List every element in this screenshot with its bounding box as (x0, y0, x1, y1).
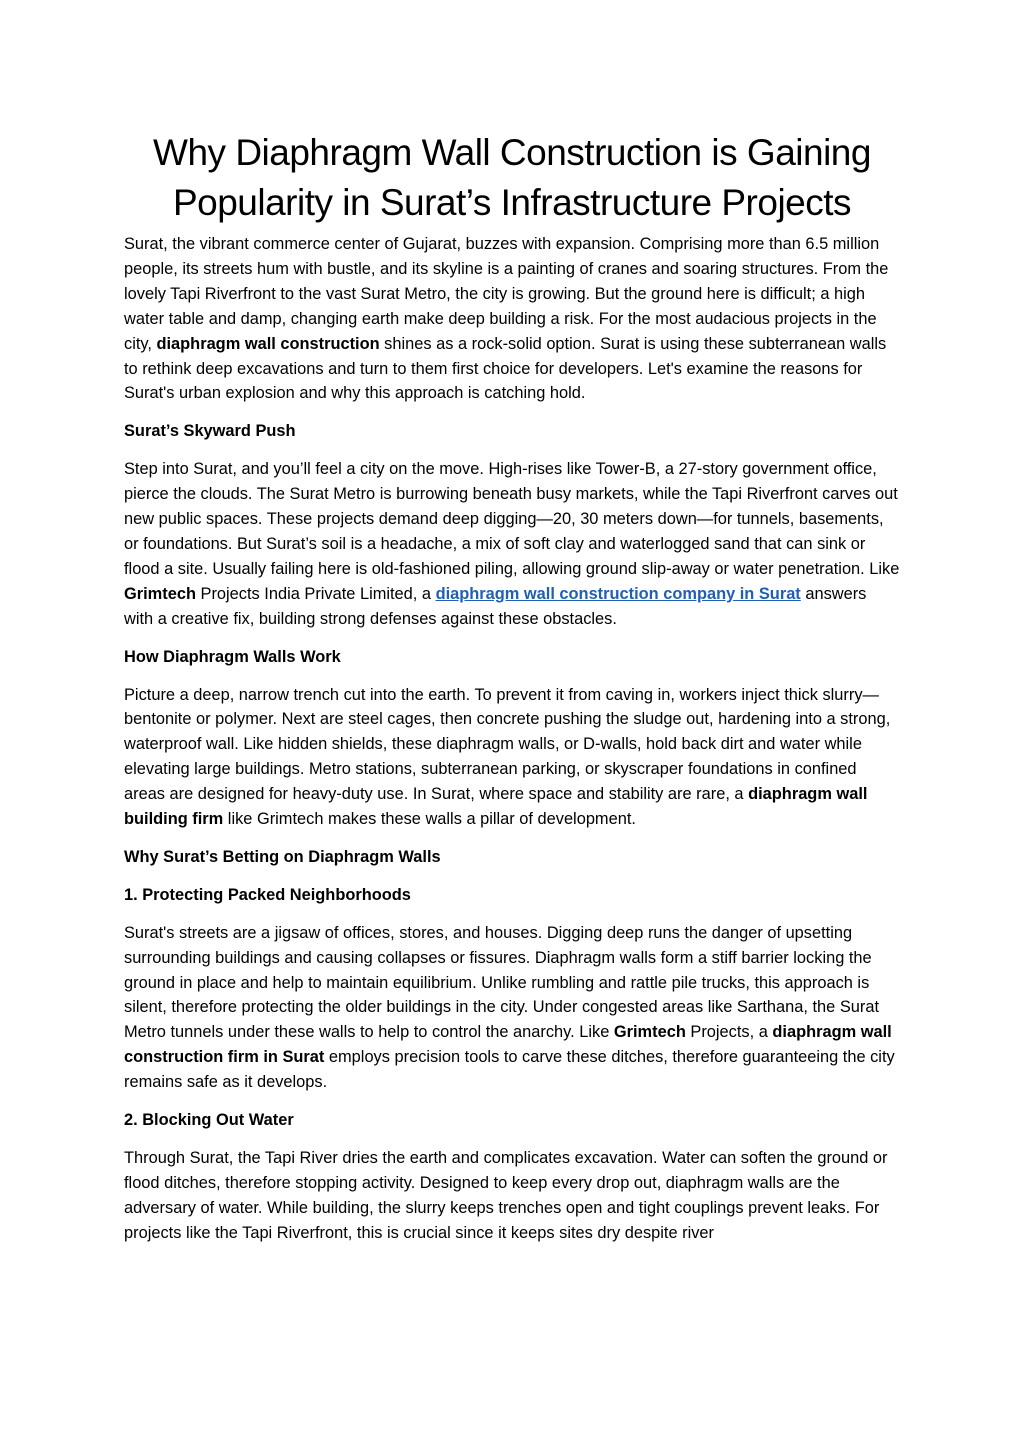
intro-text-2: shines as a rock-solid option. Surat is using these subterranean walls to rethink deep excavations and turn to them first choice for developers. Let's examine the reasons for Surat's urban explosion and why this approach is catching hold. (124, 334, 887, 403)
protecting-paragraph (124, 921, 900, 1095)
intro-paragraph (124, 232, 900, 406)
skyward-bold-1: Grimtech (124, 584, 196, 603)
title-line-1: Why Diaphragm Wall Construction is Gaining (153, 132, 871, 173)
document-page (124, 128, 900, 1259)
how-paragraph (124, 683, 900, 832)
company-link[interactable]: diaphragm wall construction company in Surat (435, 584, 801, 603)
title-line-2: Popularity in Surat’s Infrastructure Projects (172, 182, 852, 223)
water-text-1: Through Surat, the Tapi River dries the earth and complicates excavation. Water can soften the ground or flood ditches, therefore stopping activity. Designed to keep every drop out, diaphragm walls are the adversary of water. While building, the slurry keeps trenches open and tight couplings prevent leaks. For projects like the Tapi Riverfront, this is crucial since it keeps sites dry despite river (124, 1149, 888, 1242)
intro-text-1: Surat, the vibrant commerce center of Gujarat, buzzes with expansion. Comprising more than 6.5 million people, its streets hum with bustle, and its skyline is a painting of cranes and soaring structures. From the lovely Tapi Riverfront to the vast Surat Metro, the city is growing. But the ground here is difficult; a high water table and damp, changing earth make deep building a risk. For the most audacious projects in the city, (124, 235, 889, 353)
protecting-bold-1: Grimtech (613, 1023, 686, 1042)
section-heading-protecting: 1. Protecting Packed Neighborhoods (124, 885, 411, 904)
skyward-text-3: answers with a creative fix, building strong defenses against these obstacles. (124, 584, 867, 628)
how-bold-1: diaphragm wall building firm (124, 785, 868, 829)
skyward-text-1: Step into Surat, and you’ll feel a city on the move. High-rises like Tower-B, a 27-story government office, pierce the clouds. The Surat Metro is burrowing beneath busy markets, while the Tapi Riverfront carves out new public spaces. These projects demand deep digging—20, 30 meters down—for tunnels, basements, or foundations. But Surat’s soil is a headache, a mix of soft clay and waterlogged sand that can sink or flood a site. Usually failing here is old-fashioned piling, allowing ground slip-away or water penetration. Like (124, 460, 900, 578)
section-heading-skyward: Surat’s Skyward Push (124, 422, 296, 441)
protecting-text-2: Projects, a (685, 1023, 773, 1042)
section-heading-how: How Diaphragm Walls Work (124, 647, 341, 666)
protecting-text-1: Surat's streets are a jigsaw of offices, stores, and houses. Digging deep runs the danger of upsetting surrounding buildings and causing collapses or fissures. Diaphragm walls form a stiff barrier locking the ground in place and help to maintain equilibrium. Unlike rumbling and rattle pile trucks, this approach is silent, therefore protecting the older buildings in the city. Under congested areas like Sarthana, the Surat Metro tunnels under these walls to help to control the anarchy. Like (124, 923, 880, 1042)
section-heading-why: Why Surat’s Betting on Diaphragm Walls (124, 847, 441, 866)
skyward-text-2: Projects India Private Limited, a (195, 584, 436, 603)
protecting-text-3: employs precision tools to carve these ditches, therefore guaranteeing the city remains safe as it develops. (124, 1048, 895, 1092)
skyward-paragraph (124, 457, 900, 631)
water-paragraph (124, 1146, 900, 1246)
how-text-1: Picture a deep, narrow trench cut into the earth. To prevent it from caving in, workers inject thick slurry—bentonite or polymer. Next are steel cages, then concrete pushing the sludge out, hardening into a strong, waterproof wall. Like hidden shields, these diaphragm walls, or D-walls, hold back dirt and water while elevating large buildings. Metro stations, subterranean parking, or skyscraper foundations in confined areas are designed for heavy-duty use. In Surat, where space and stability are rare, a (124, 685, 891, 804)
document-title (124, 128, 900, 228)
section-heading-water: 2. Blocking Out Water (124, 1111, 294, 1130)
intro-bold-1: diaphragm wall construction (156, 334, 380, 353)
how-text-2: like Grimtech makes these walls a pillar of development. (223, 810, 636, 829)
protecting-bold-2: diaphragm wall construction firm in Surat (124, 1023, 892, 1067)
